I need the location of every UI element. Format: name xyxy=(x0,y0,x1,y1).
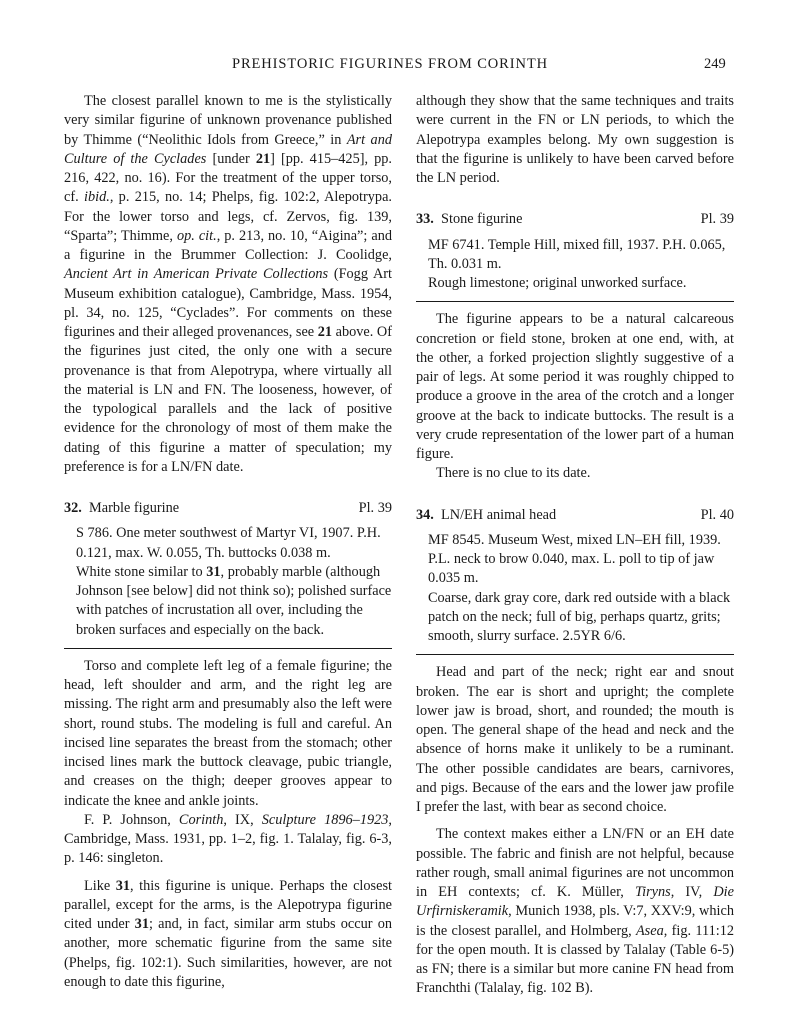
catalog-line: Coarse, dark gray core, dark red outside with a black patch on the neck; full of big, perhaps quartz, grits; smooth, slurry surface. 2.5YR 6/6. xyxy=(428,589,731,644)
entry-33-heading xyxy=(416,210,734,229)
entry-32-catalog xyxy=(64,524,392,649)
entry-32-heading xyxy=(64,499,392,518)
right-column xyxy=(416,92,734,999)
entry-number: 33. xyxy=(416,211,434,228)
continued-text: although they show that the same techniques and traits were current in the FN or LN periods, to which the Alepotrypa examples belong. My own suggestion is that the figurine is unlikely to have been carved before the LN period. xyxy=(416,93,734,186)
running-title: PREHISTORIC FIGURINES FROM CORINTH xyxy=(232,56,548,72)
plate-ref: Pl. 40 xyxy=(700,506,734,523)
entry-32-discussion: Like 31, this figurine is unique. Perhaps the closest parallel, except for the arms, is the Alepotrypa figurine cited under 31; and, in fact, similar arm stubs occur on another, more schematic figurine from the same site (Phelps, fig. 102:1). Such similarities, however, are not enough to date this figurine, xyxy=(64,877,392,990)
entry-34-description: Head and part of the neck; right ear and snout broken. The ear is short and upright; the complete lower jaw is broad, short, and rounded; the mouth is open. The general shape of the head and neck and the absence of horns make it unlikely to be a ruminant. The other possible candidates are bears, carnivores, and pigs. Because of the ears and the lower jaw profile I prefer the last, with bear as second choice. xyxy=(416,664,734,815)
entry-34-catalog xyxy=(416,531,734,656)
catalog-line: MF 8545. Museum West, mixed LN–EH fill, 1939. P.L. neck to brow 0.040, max. L. poll to tip of jaw 0.035 m. xyxy=(428,531,721,587)
plate-ref: Pl. 39 xyxy=(700,211,734,228)
entry-number: 32. xyxy=(64,500,82,516)
catalog-line: Rough limestone; original unworked surface. xyxy=(428,275,687,291)
plate-ref: Pl. 39 xyxy=(358,500,392,516)
entry-34-heading xyxy=(416,506,734,525)
page-number: 249 xyxy=(704,56,726,72)
catalog-line: S 786. One meter southwest of Martyr VI, 1907. P.H. 0.121, max. W. 0.055, Th. buttocks 0.038 m. xyxy=(76,525,381,561)
entry-title: LN/EH animal head xyxy=(441,506,557,523)
entry-34-discussion: The context makes either a LN/FN or an EH date possible. The fabric and finish are not helpful, because rather rough, small animal figurines are not uncommon in EH contexts; cf. K. Müller, Tiryns, IV, Die Urfirniskeramik, Munich 1938, pls. V:7, XXV:9, which is the closest parallel, and Holmberg, Asea, fig. 111:12 for the open mouth. It is classed by Talalay (Table 6-5) as FN; there is a similar but more canine FN head from Franchthi (Talalay, fig. 102 B). xyxy=(416,826,735,997)
left-column xyxy=(64,92,392,992)
entry-33-catalog xyxy=(416,236,734,303)
entry-33-date: There is no clue to its date. xyxy=(436,465,591,482)
entry-32-description: Torso and complete left leg of a female figurine; the head, left shoulder and arm, and the right leg are missing. The right arm and presumably also the left were short, round stubs. The modeling is full and careful. An incised line separates the breast from the stomach; other incised lines mark the buttock cleavage, pubic triangle, and creases on the thigh; deeper grooves appear to indicate the knee and ankle joints. xyxy=(64,657,392,809)
catalog-line: White stone similar to 31, probably marble (although Johnson [see below] did not think so); polished surface with patches of incrustation all over, including the broken surfaces and especially on the back. xyxy=(76,563,392,638)
entry-32-reference: F. P. Johnson, Corinth, IX, Sculpture 1896–1923, Cambridge, Mass. 1931, pp. 1–2, fig. 1. Talalay, fig. 6-3, p. 146: singleton. xyxy=(64,811,392,867)
running-header xyxy=(0,56,798,76)
catalog-line: MF 6741. Temple Hill, mixed fill, 1937. P.H. 0.065, Th. 0.031 m. xyxy=(428,236,726,272)
entry-title: Stone figurine xyxy=(441,211,523,228)
entry-33-description: The figurine appears to be a natural calcareous concretion or field stone, broken at one end, with, at the other, a forked projection slightly suggestive of a pair of legs. At some period it was roughly chipped to produce a groove in the area of the crotch and a longer groove at the back to indicate buttocks. The result is a very crude representation of the lower part of a human figure. xyxy=(416,311,734,462)
entry-number: 34. xyxy=(416,506,434,523)
entry-title: Marble figurine xyxy=(89,500,180,516)
paragraph-parallels: The closest parallel known to me is the stylistically very similar figurine of unknown provenance published by Thimme (“Neolithic Idols from Greece,” in Art and Culture of the Cyclades [under 21] [pp. 415–425], pp. 216, 422, no. 16). For the treatment of the upper torso, cf. ibid., p. 215, no. 14; Phelps, fig. 102:2, Alepotrypa. For the lower torso and legs, cf. Zervos, fig. 139, “Sparta”; Thimme, op. cit., p. 213, no. 10, “Aigina”; and a figurine in the Brummer Collection: J. Coolidge, Ancient Art in American Private Collections (Fogg Art Museum exhibition catalogue), Cambridge, Mass. 1954, pl. 34, no. 125, “Cyclades”. For comments on these figurines and their alleged provenances, see 21 above. Of the figurines just cited, the only one with a secure provenance is that from Alepotrypa, where virtually all the material is LN and FN. The looseness, however, of the typological parallels and the lack of positive evidence for the chronology of most of them make the dating of this figurine a matter of speculation; my preference is for a LN/FN date. xyxy=(64,93,393,475)
